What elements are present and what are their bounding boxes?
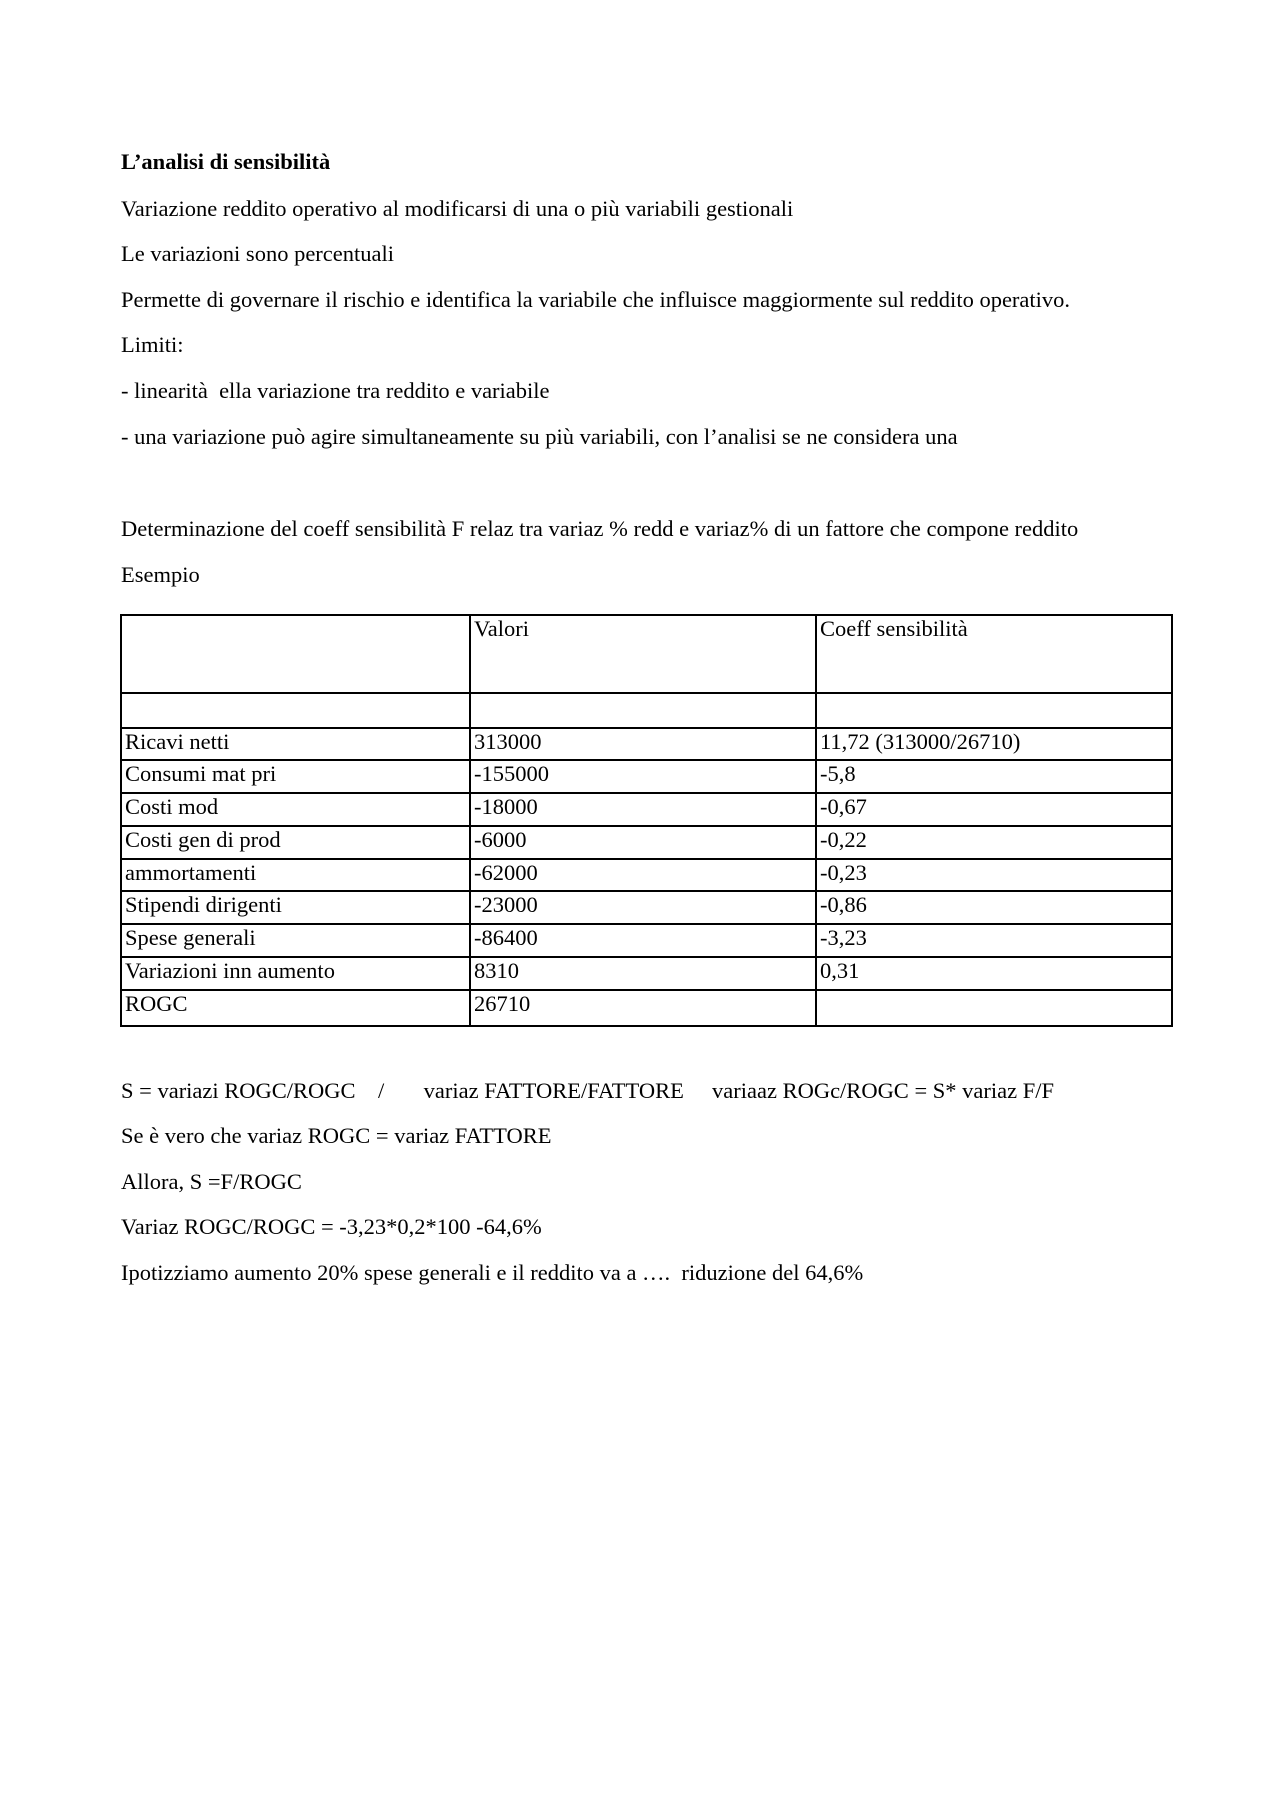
table-header-row xyxy=(121,615,1172,693)
table-cell: Consumi mat pri xyxy=(121,760,470,793)
table-row xyxy=(121,990,1172,1026)
limits-label: Limiti: xyxy=(121,332,184,357)
table-cell: -86400 xyxy=(470,924,816,957)
limit-item-2: - una variazione può agire simultaneamente su più variabili, con l’analisi se ne considera una xyxy=(121,424,958,449)
table-cell: ROGC xyxy=(121,990,470,1026)
table-cell: -18000 xyxy=(470,793,816,826)
table-cell: -155000 xyxy=(470,760,816,793)
table-cell: -62000 xyxy=(470,859,816,891)
intro-line-3: Permette di governare il rischio e identifica la variabile che influisce maggiormente sul reddito operativo. xyxy=(121,287,1071,312)
header-cell: Coeff sensibilità xyxy=(816,615,1172,693)
table-cell: 8310 xyxy=(470,957,816,990)
table-cell: 11,72 (313000/26710) xyxy=(816,728,1172,760)
formula-line-2: Se è vero che variaz ROGC = variaz FATTORE xyxy=(121,1123,552,1148)
table-cell: -0,67 xyxy=(816,793,1172,826)
table-row xyxy=(121,826,1172,859)
document-heading: L’analisi di sensibilità xyxy=(121,149,331,174)
intro-line-2: Le variazioni sono percentuali xyxy=(121,241,395,266)
formula-line-4: Variaz ROGC/ROGC = -3,23*0,2*100 -64,6% xyxy=(121,1214,542,1239)
formula-line-1: S = variazi ROGC/ROGC / variaz FATTORE/FATTORE variaaz ROGc/ROGC = S* variaz F/F xyxy=(121,1078,1055,1103)
header-cell: Valori xyxy=(470,615,816,693)
example-label: Esempio xyxy=(121,562,200,587)
table-cell: 26710 xyxy=(470,990,816,1026)
sensitivity-table xyxy=(120,614,1173,1027)
limit-item-1: - linearità ella variazione tra reddito e variabile xyxy=(121,378,550,403)
formula-line-3: Allora, S =F/ROGC xyxy=(121,1169,302,1194)
table-cell: Costi mod xyxy=(121,793,470,826)
table-row xyxy=(121,693,1172,728)
table-cell: -0,23 xyxy=(816,859,1172,891)
table-row xyxy=(121,793,1172,826)
table-cell xyxy=(816,693,1172,728)
table-row xyxy=(121,957,1172,990)
table-cell: -0,22 xyxy=(816,826,1172,859)
table-cell: Stipendi dirigenti xyxy=(121,891,470,924)
table-row xyxy=(121,924,1172,957)
table-cell: Spese generali xyxy=(121,924,470,957)
table-cell: -5,8 xyxy=(816,760,1172,793)
table-cell: ammortamenti xyxy=(121,859,470,891)
table-cell: -3,23 xyxy=(816,924,1172,957)
table-cell: Variazioni inn aumento xyxy=(121,957,470,990)
table-row xyxy=(121,760,1172,793)
table-cell: Ricavi netti xyxy=(121,728,470,760)
table-row xyxy=(121,891,1172,924)
table-cell: 0,31 xyxy=(816,957,1172,990)
header-cell xyxy=(121,615,470,693)
table-cell: -0,86 xyxy=(816,891,1172,924)
table-row xyxy=(121,859,1172,891)
intro-line-1: Variazione reddito operativo al modificarsi di una o più variabili gestionali xyxy=(121,196,794,221)
definition-line: Determinazione del coeff sensibilità F relaz tra variaz % redd e variaz% di un fattore che compone reddito xyxy=(121,516,1079,541)
table-cell xyxy=(470,693,816,728)
table-cell: -23000 xyxy=(470,891,816,924)
table-row xyxy=(121,728,1172,760)
table-cell xyxy=(121,693,470,728)
table-cell: Costi gen di prod xyxy=(121,826,470,859)
table-cell: 313000 xyxy=(470,728,816,760)
formula-line-5: Ipotizziamo aumento 20% spese generali e il reddito va a …. riduzione del 64,6% xyxy=(121,1260,864,1285)
table-cell: -6000 xyxy=(470,826,816,859)
table-cell xyxy=(816,990,1172,1026)
